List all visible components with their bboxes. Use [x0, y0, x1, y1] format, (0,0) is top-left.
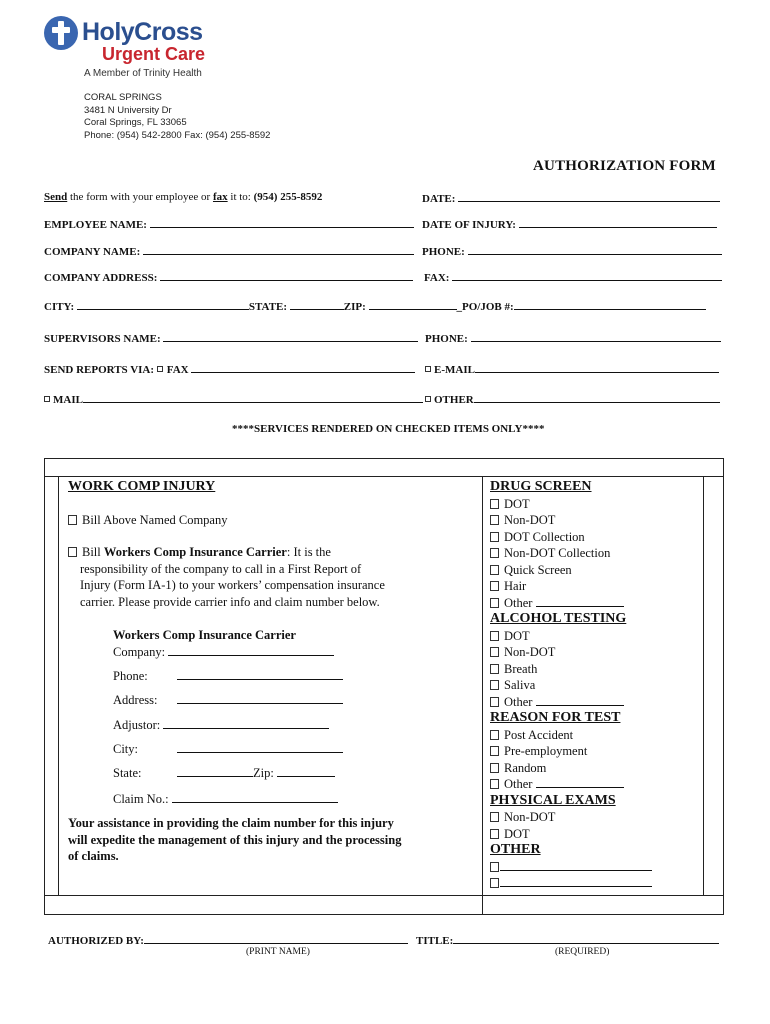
mail-report-checkbox[interactable]: [44, 396, 50, 402]
address-location: CORAL SPRINGS: [84, 92, 162, 103]
carrier-adjustor-field[interactable]: Adjustor:: [113, 717, 329, 734]
other-report-row: OTHER: [425, 392, 720, 406]
other-item-2[interactable]: [490, 875, 652, 892]
fax-report-checkbox[interactable]: [157, 366, 163, 372]
logo-subtitle: Urgent Care: [102, 44, 206, 64]
date-of-injury-line[interactable]: [519, 217, 717, 228]
alcohol-item-breath[interactable]: Breath: [490, 661, 652, 678]
date-of-injury-field[interactable]: DATE OF INJURY:: [422, 217, 717, 231]
physical-exams-header: PHYSICAL EXAMS: [490, 792, 616, 808]
alcohol-testing-header: ALCOHOL TESTING: [490, 611, 627, 626]
form-title: AUTHORIZATION FORM: [533, 158, 716, 174]
assistance-note: Your assistance in providing the claim number for this injury will expedite the management of this injury and the processing of claims.: [68, 816, 402, 863]
drug-item-non-dot-collection[interactable]: Non-DOT Collection: [490, 545, 652, 562]
email-report-line[interactable]: [475, 362, 719, 373]
clinic-address: [84, 92, 270, 142]
reason-item-pre-employment[interactable]: Pre-employment: [490, 743, 652, 760]
supervisor-phone-field[interactable]: PHONE:: [425, 331, 721, 345]
mail-report-line[interactable]: [83, 392, 423, 403]
logo-name: HolyCross: [82, 18, 203, 46]
drug-item-non-dot[interactable]: Non-DOT: [490, 512, 652, 529]
authorized-by-field[interactable]: AUTHORIZED BY:: [48, 933, 408, 947]
required-caption: (REQUIRED): [555, 947, 610, 957]
physical-item-non-dot[interactable]: Non-DOT: [490, 809, 652, 826]
reason-item-post-accident[interactable]: Post Accident: [490, 727, 652, 744]
fax-number: (954) 255-8592: [253, 191, 323, 203]
reason-for-test-header: REASON FOR TEST: [490, 710, 621, 725]
drug-item-hair[interactable]: Hair: [490, 578, 652, 595]
mail-report-row: MAIL: [44, 392, 423, 406]
bill-workers-comp-checkbox[interactable]: [68, 547, 77, 557]
work-comp-header: WORK COMP INJURY: [68, 479, 216, 494]
other-item-1[interactable]: [490, 859, 652, 876]
carrier-city-field[interactable]: City:: [113, 741, 343, 758]
alcohol-item-other[interactable]: Other: [490, 694, 652, 711]
carrier-title: Workers Comp Insurance Carrier: [113, 628, 296, 642]
city-line[interactable]: [77, 299, 249, 310]
company-name-field[interactable]: COMPANY NAME:: [44, 244, 414, 258]
date-line[interactable]: [458, 191, 720, 202]
supervisor-name-field[interactable]: SUPERVISORS NAME:: [44, 331, 418, 345]
email-report-checkbox[interactable]: [425, 366, 431, 372]
alcohol-item-dot[interactable]: DOT: [490, 628, 652, 645]
date-field[interactable]: DATE:: [422, 191, 720, 205]
send-instructions: Send the form with your employee or fax it to: (954) 255-8592: [44, 191, 323, 203]
services-note: ****SERVICES RENDERED ON CHECKED ITEMS ONLY****: [232, 423, 545, 435]
employee-name-line[interactable]: [150, 217, 414, 228]
alcohol-item-non-dot[interactable]: Non-DOT: [490, 644, 652, 661]
address-street: 3481 N University Dr: [84, 104, 172, 116]
employee-name-field[interactable]: EMPLOYEE NAME:: [44, 217, 414, 231]
reason-item-other[interactable]: Other: [490, 776, 652, 793]
holy-cross-logo: [44, 16, 244, 84]
fax-word: fax: [212, 191, 228, 203]
fax-report-line[interactable]: [191, 362, 415, 373]
company-fax-line[interactable]: [452, 270, 722, 281]
drug-screen-header: DRUG SCREEN: [490, 479, 592, 494]
carrier-address-field[interactable]: Address:: [113, 692, 343, 709]
reason-item-random[interactable]: Random: [490, 760, 652, 777]
other-report-line[interactable]: [474, 392, 720, 403]
bill-company-checkbox[interactable]: [68, 515, 77, 525]
drug-item-quick-screen[interactable]: Quick Screen: [490, 562, 652, 579]
company-address-field[interactable]: COMPANY ADDRESS:: [44, 270, 413, 284]
company-address-line[interactable]: [160, 270, 413, 281]
carrier-state-zip-field[interactable]: State: Zip:: [113, 765, 335, 782]
print-name-caption: (PRINT NAME): [246, 947, 310, 957]
carrier-claim-field[interactable]: Claim No.:: [113, 791, 338, 808]
supervisor-phone-line[interactable]: [471, 331, 721, 342]
other-header: OTHER: [490, 842, 541, 857]
logo-member-line: A Member of Trinity Health: [84, 68, 202, 79]
physical-item-dot[interactable]: DOT: [490, 826, 652, 843]
carrier-phone-field[interactable]: Phone:: [113, 668, 343, 685]
company-phone-field[interactable]: PHONE:: [422, 244, 722, 258]
drug-item-other[interactable]: Other: [490, 595, 652, 612]
company-phone-line[interactable]: [468, 244, 722, 255]
alcohol-item-saliva[interactable]: Saliva: [490, 677, 652, 694]
supervisor-name-line[interactable]: [163, 331, 418, 342]
email-report-row: E-MAIL: [425, 362, 719, 376]
company-fax-field[interactable]: FAX:: [424, 270, 722, 284]
other-report-checkbox[interactable]: [425, 396, 431, 402]
state-line[interactable]: [290, 299, 344, 310]
send-reports-row: SEND REPORTS VIA: FAX: [44, 362, 415, 376]
city-state-zip-row: CITY: STATE: ZIP: _PO/JOB #:: [44, 299, 706, 313]
address-city: Coral Springs, FL 33065: [84, 117, 187, 128]
drug-item-dot-collection[interactable]: DOT Collection: [490, 529, 652, 546]
zip-line[interactable]: [369, 299, 457, 310]
bill-company-option[interactable]: Bill Above Named Company: [68, 512, 227, 529]
send-word: Send: [44, 191, 68, 203]
company-name-line[interactable]: [143, 244, 414, 255]
bill-workers-comp-option[interactable]: Bill Workers Comp Insurance Carrier: It is the responsibility of the company to call in a First Report of Injury (Form IA-1) to your workers’ compensation insurance carrier. Please provide carrier info and claim number below.: [68, 544, 478, 610]
carrier-company-field[interactable]: Company:: [113, 644, 334, 661]
address-phone: Phone: (954) 542-2800 Fax: (954) 255-8592: [84, 129, 271, 141]
workers-comp-paragraph: responsibility of the company to call in a First Report of Injury (Form IA-1) to your workers’ compensation insurance carrier. Please provide carrier info and claim number below.: [80, 561, 385, 609]
services-right-column: [490, 479, 652, 892]
drug-item-dot[interactable]: DOT: [490, 496, 652, 513]
authorized-by-line[interactable]: [144, 933, 408, 944]
title-field[interactable]: TITLE:: [416, 933, 719, 947]
title-line[interactable]: [453, 933, 719, 944]
po-job-line[interactable]: [514, 299, 706, 310]
